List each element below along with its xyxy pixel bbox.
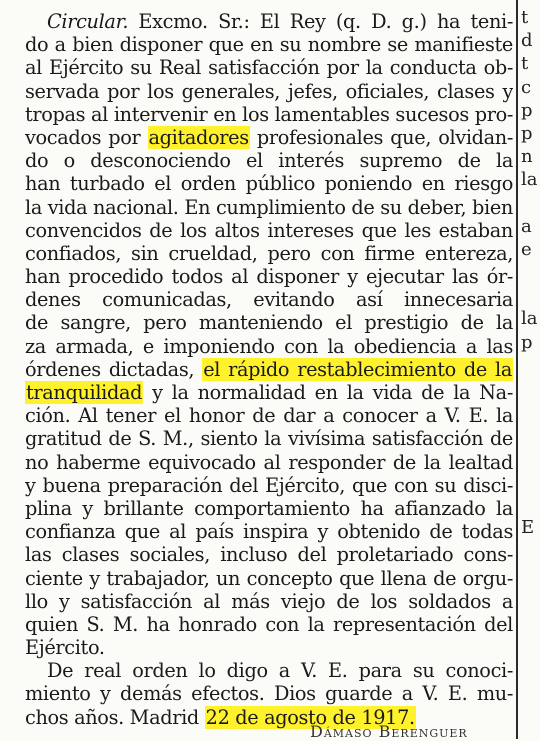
text-line bbox=[25, 427, 513, 450]
margin-fragment bbox=[521, 354, 540, 377]
margin-fragment bbox=[521, 400, 540, 423]
text-run: tropas al intervenir en los lamentables sucesos pro- bbox=[25, 102, 513, 126]
text-run: las clases sociales, incluso del proletariado cons- bbox=[25, 543, 513, 567]
text-run: no haberme equivocado al responder de la lealtad bbox=[25, 450, 513, 474]
article-column bbox=[25, 10, 513, 729]
text-line bbox=[25, 636, 513, 659]
margin-fragment bbox=[521, 261, 540, 284]
text-run: convencidos de los altos intereses que les estaban bbox=[25, 218, 513, 242]
text-line bbox=[25, 497, 513, 520]
text-run: órdenes dictadas, bbox=[25, 357, 203, 381]
column-rule bbox=[516, 0, 518, 739]
margin-fragment: t bbox=[521, 7, 529, 28]
margin-fragment bbox=[521, 447, 540, 470]
margin-fragment: p bbox=[521, 99, 533, 121]
italic-heading: Circular. bbox=[47, 10, 129, 33]
text-line bbox=[25, 543, 513, 566]
text-run: miento y demás efectos. Dios guarde a V. E. mu- bbox=[25, 682, 513, 706]
text-line bbox=[25, 474, 513, 497]
margin-fragment bbox=[521, 655, 540, 678]
text-run: confiados, sin crueldad, pero con firme entereza, bbox=[25, 241, 513, 265]
margin-fragment: E bbox=[521, 517, 535, 539]
margin-fragment: p bbox=[521, 122, 533, 144]
text-line bbox=[25, 520, 513, 543]
margin-fragment bbox=[521, 192, 540, 215]
text-run: de sangre, pero manteniendo el prestigio de la bbox=[25, 311, 513, 335]
text-run: la vida nacional. En cumplimiento de su deber, bien bbox=[25, 195, 513, 219]
text-run: y la normalidad en la vida de la Na- bbox=[143, 381, 513, 404]
text-line bbox=[25, 33, 513, 56]
text-line bbox=[25, 10, 513, 33]
text-line bbox=[25, 196, 513, 219]
margin-fragment bbox=[521, 284, 540, 307]
margin-fragment: d bbox=[521, 30, 533, 52]
text-line bbox=[25, 381, 513, 404]
text-line bbox=[25, 358, 513, 381]
text-line bbox=[25, 56, 513, 79]
text-line bbox=[25, 126, 513, 149]
margin-fragment bbox=[521, 377, 540, 400]
text-run: za armada, e imponiendo con la obediencia a las bbox=[25, 334, 513, 358]
text-line bbox=[25, 80, 513, 103]
adjacent-column-fragment bbox=[521, 6, 540, 725]
text-run: do o desconociendo el interés supremo de la bbox=[25, 149, 513, 173]
margin-fragment: la bbox=[521, 308, 538, 330]
text-run: ción. Al tener el honor de dar a conocer a V. E. la bbox=[25, 404, 513, 428]
margin-fragment: e bbox=[521, 238, 532, 260]
text-line bbox=[25, 590, 513, 613]
text-line bbox=[25, 613, 513, 636]
margin-fragment bbox=[521, 678, 540, 701]
text-run: Excmo. Sr.: El Rey (q. D. g.) ha teni- bbox=[128, 10, 513, 33]
text-run: De real orden lo digo a V. E. para su conoci- bbox=[47, 659, 513, 683]
text-run: al Ejército su Real satisfacción por la conducta ob- bbox=[25, 56, 513, 80]
margin-fragment bbox=[521, 609, 540, 632]
text-run: chos años. Madrid bbox=[25, 705, 205, 729]
margin-fragment: t bbox=[521, 53, 529, 75]
highlighted-phrase: tranquilidad bbox=[26, 381, 143, 404]
margin-fragment: c bbox=[521, 76, 532, 98]
text-run: vocados por bbox=[25, 125, 148, 149]
text-run: confianza que al país inspira y obtenido de todas bbox=[25, 520, 513, 544]
text-line bbox=[25, 149, 513, 172]
margin-fragment bbox=[521, 586, 540, 609]
text-line bbox=[25, 219, 513, 242]
text-line bbox=[25, 265, 513, 288]
text-run: do a bien disponer que en su nombre se manifieste bbox=[25, 33, 513, 57]
text-run: y buena preparación del Ejército, que con su disci- bbox=[25, 473, 513, 497]
text-line bbox=[25, 288, 513, 311]
text-line bbox=[25, 242, 513, 265]
text-line bbox=[25, 659, 513, 682]
margin-fragment bbox=[521, 702, 540, 725]
text-run: profesionales que, olvidan- bbox=[249, 125, 513, 149]
margin-fragment bbox=[521, 493, 540, 516]
text-line bbox=[25, 335, 513, 358]
text-run: Ejército. bbox=[25, 636, 105, 660]
margin-fragment: la bbox=[521, 169, 538, 191]
highlighted-phrase: el rápido restablecimiento de la bbox=[203, 357, 512, 381]
text-run: han turbado el orden público poniendo en riesgo bbox=[25, 172, 513, 196]
margin-fragment: n bbox=[521, 146, 533, 168]
text-run: plina y brillante comportamiento ha afianzado la bbox=[25, 496, 513, 520]
text-run: ciente y trabajador, un concepto que llena de orgu- bbox=[25, 566, 513, 590]
margin-fragment bbox=[521, 539, 540, 562]
text-line bbox=[25, 404, 513, 427]
highlighted-phrase: agitadores bbox=[148, 125, 249, 149]
text-line bbox=[25, 103, 513, 126]
text-run: servada por los generales, jefes, oficiales, clases y bbox=[25, 79, 513, 103]
margin-fragment bbox=[521, 470, 540, 493]
text-run: gratitud de S. M., siento la vivísima satisfacción de bbox=[25, 427, 513, 451]
signature-cutoff: Dámaso Berenguer bbox=[310, 722, 468, 741]
text-run: llo y satisfacción al más viejo de los soldados a bbox=[25, 589, 513, 613]
text-line bbox=[25, 682, 513, 705]
margin-fragment: p bbox=[521, 331, 533, 353]
margin-fragment bbox=[521, 563, 540, 586]
text-line bbox=[25, 567, 513, 590]
text-run: quien S. M. ha honrado con la representación del bbox=[25, 612, 513, 636]
text-run: denes comunicadas, evitando así innecesaria bbox=[25, 288, 513, 312]
text-line bbox=[25, 172, 513, 195]
highlighted-phrase: 22 de agosto de 1917. bbox=[205, 705, 415, 729]
margin-fragment: a bbox=[521, 215, 532, 237]
text-line bbox=[25, 311, 513, 334]
margin-fragment bbox=[521, 423, 540, 446]
text-run: han procedido todos al disponer y ejecutar las ór- bbox=[25, 265, 513, 289]
text-line bbox=[25, 451, 513, 474]
margin-fragment bbox=[521, 632, 540, 655]
